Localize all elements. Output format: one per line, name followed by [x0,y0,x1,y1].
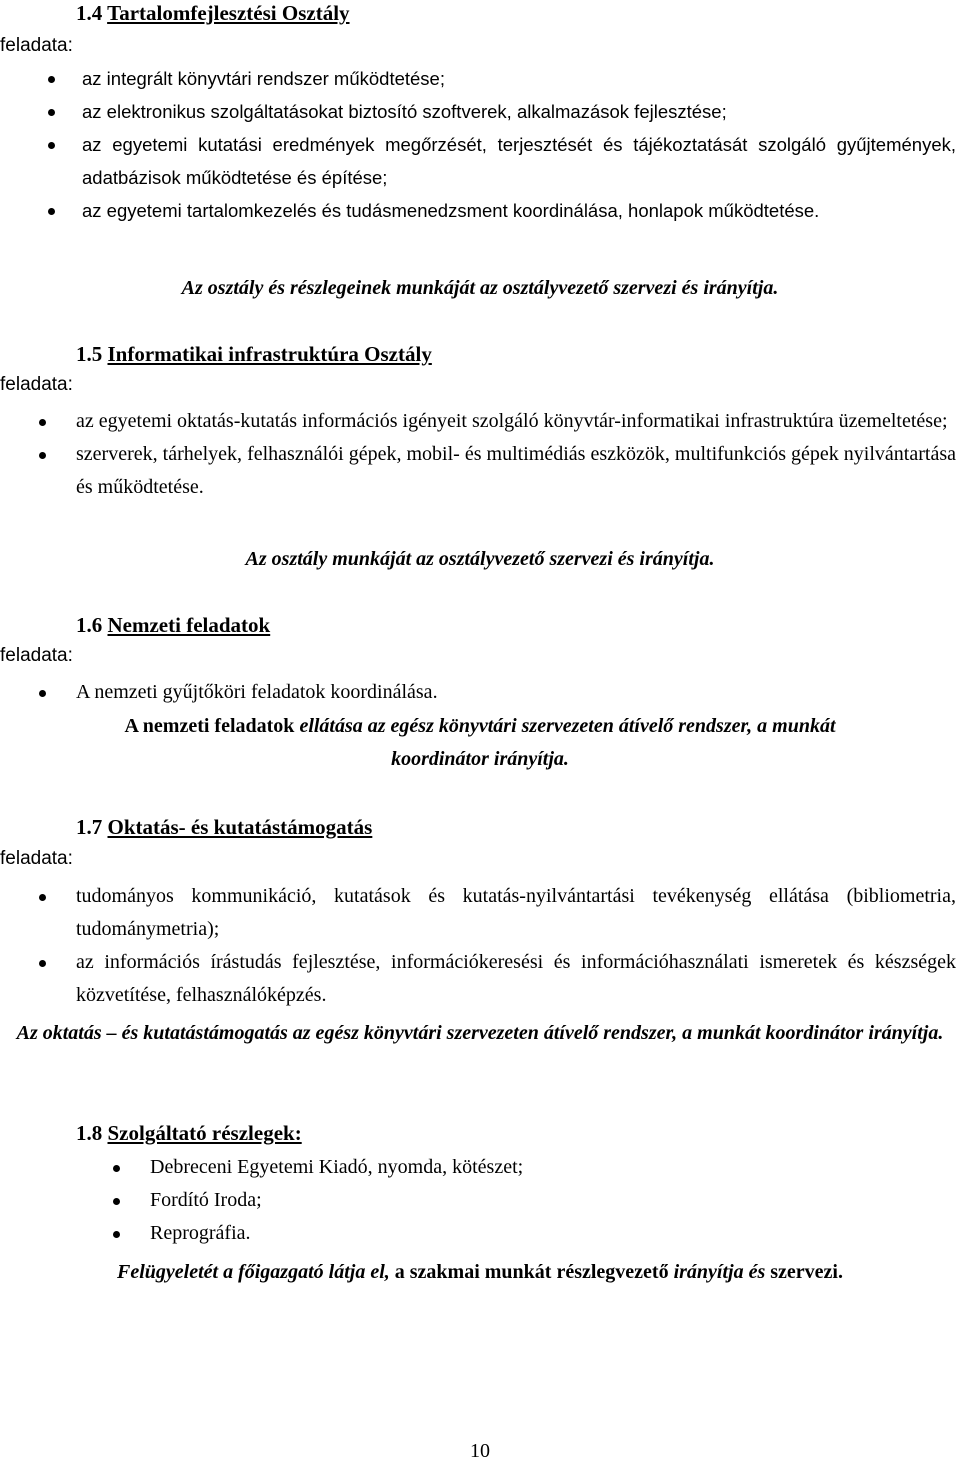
tasks-label: feladata: [0,35,73,56]
section-1-7-title [76,814,372,840]
page-number: 10 [470,1440,490,1462]
list-item: az integrált könyvtári rendszer működtetése; [82,62,956,95]
bullet-icon [48,142,55,149]
list-item: az egyetemi kutatási eredmények megőrzését, terjesztését és tájékoztatását szolgáló gyűjtemények, adatbázisok működtetése és építése; [82,128,956,194]
bullet-icon [113,1165,120,1172]
tasks-label: feladata: [0,645,73,666]
list-item: tudományos kommunikáció, kutatások és kutatás-nyilvántartási tevékenység ellátása (bibliometria, tudománymetria); [76,880,956,946]
tasks-label: feladata: [0,374,73,395]
section-name: Szolgáltató részlegek: [107,1121,302,1145]
list-item: az egyetemi oktatás-kutatás információs igényeit szolgáló könyvtár-informatikai infrastruktúra üzemeltetése; [76,405,956,438]
section-1-8-note: Felügyeletét a főigazgató látja el, a szakmai munkát részlegvezető irányítja és szervezi. [117,1261,843,1283]
section-1-8-title [76,1120,302,1146]
bullet-icon [39,690,46,697]
bullet-icon [39,419,46,426]
bullet-icon [48,76,55,83]
section-1-7-note: Az oktatás – és kutatástámogatás az egész könyvtári szervezeten átívelő rendszer, a munkát koordinátor irányítja. [16,1022,944,1044]
section-1-5-note: Az osztály munkáját az osztályvezető szervezi és irányítja. [245,548,715,570]
section-number: 1.8 [76,1121,103,1145]
section-number: 1.5 [76,342,103,366]
bullet-icon [113,1198,120,1205]
list-item: az egyetemi tartalomkezelés és tudásmenedzsment koordinálása, honlapok működtetése. [82,194,956,227]
list-item: szerverek, tárhelyek, felhasználói gépek, mobil- és multimédiás eszközök, multifunkciós gépek nyilvántartása és működtetése. [76,438,956,504]
list-item: Debreceni Egyetemi Kiadó, nyomda, kötészet; [150,1151,950,1184]
section-1-4-note: Az osztály és részlegeinek munkáját az osztályvezető szervezi és irányítja. [181,277,779,299]
list-item: Fordító Iroda; [150,1184,950,1217]
bullet-icon [39,894,46,901]
section-1-6-note: A nemzeti feladatok ellátása az egész könyvtári szervezeten átívelő rendszer, a munkát koordinátor irányítja. [124,715,836,770]
section-number: 1.6 [76,613,103,637]
section-1-4-list [82,62,956,227]
section-1-6-title [76,612,270,638]
section-1-4-title [76,0,350,26]
section-name: Oktatás- és kutatástámogatás [107,815,373,839]
list-item: az elektronikus szolgáltatásokat biztosító szoftverek, alkalmazások fejlesztése; [82,95,956,128]
section-number: 1.4 [76,1,103,25]
section-1-5-list [76,405,956,504]
tasks-label: feladata: [0,848,73,869]
section-1-7-list [76,880,956,1012]
bullet-icon [113,1231,120,1238]
section-name: Nemzeti feladatok [107,613,271,637]
section-1-5-title [76,341,432,367]
section-name: Tartalomfejlesztési Osztály [107,1,350,25]
section-name: Informatikai infrastruktúra Osztály [107,342,432,366]
bullet-icon [48,109,55,116]
list-item: A nemzeti gyűjtőköri feladatok koordinálása. [76,676,956,709]
section-number: 1.7 [76,815,103,839]
list-item: az információs írástudás fejlesztése, információkeresési és információhasználati ismeretek és készségek közvetítése, felhasználóképzés. [76,946,956,1012]
bullet-icon [39,452,46,459]
list-item: Reprográfia. [150,1217,950,1250]
bullet-icon [39,960,46,967]
section-1-8-list [150,1151,950,1250]
bullet-icon [48,208,55,215]
section-1-6-list [76,676,956,709]
